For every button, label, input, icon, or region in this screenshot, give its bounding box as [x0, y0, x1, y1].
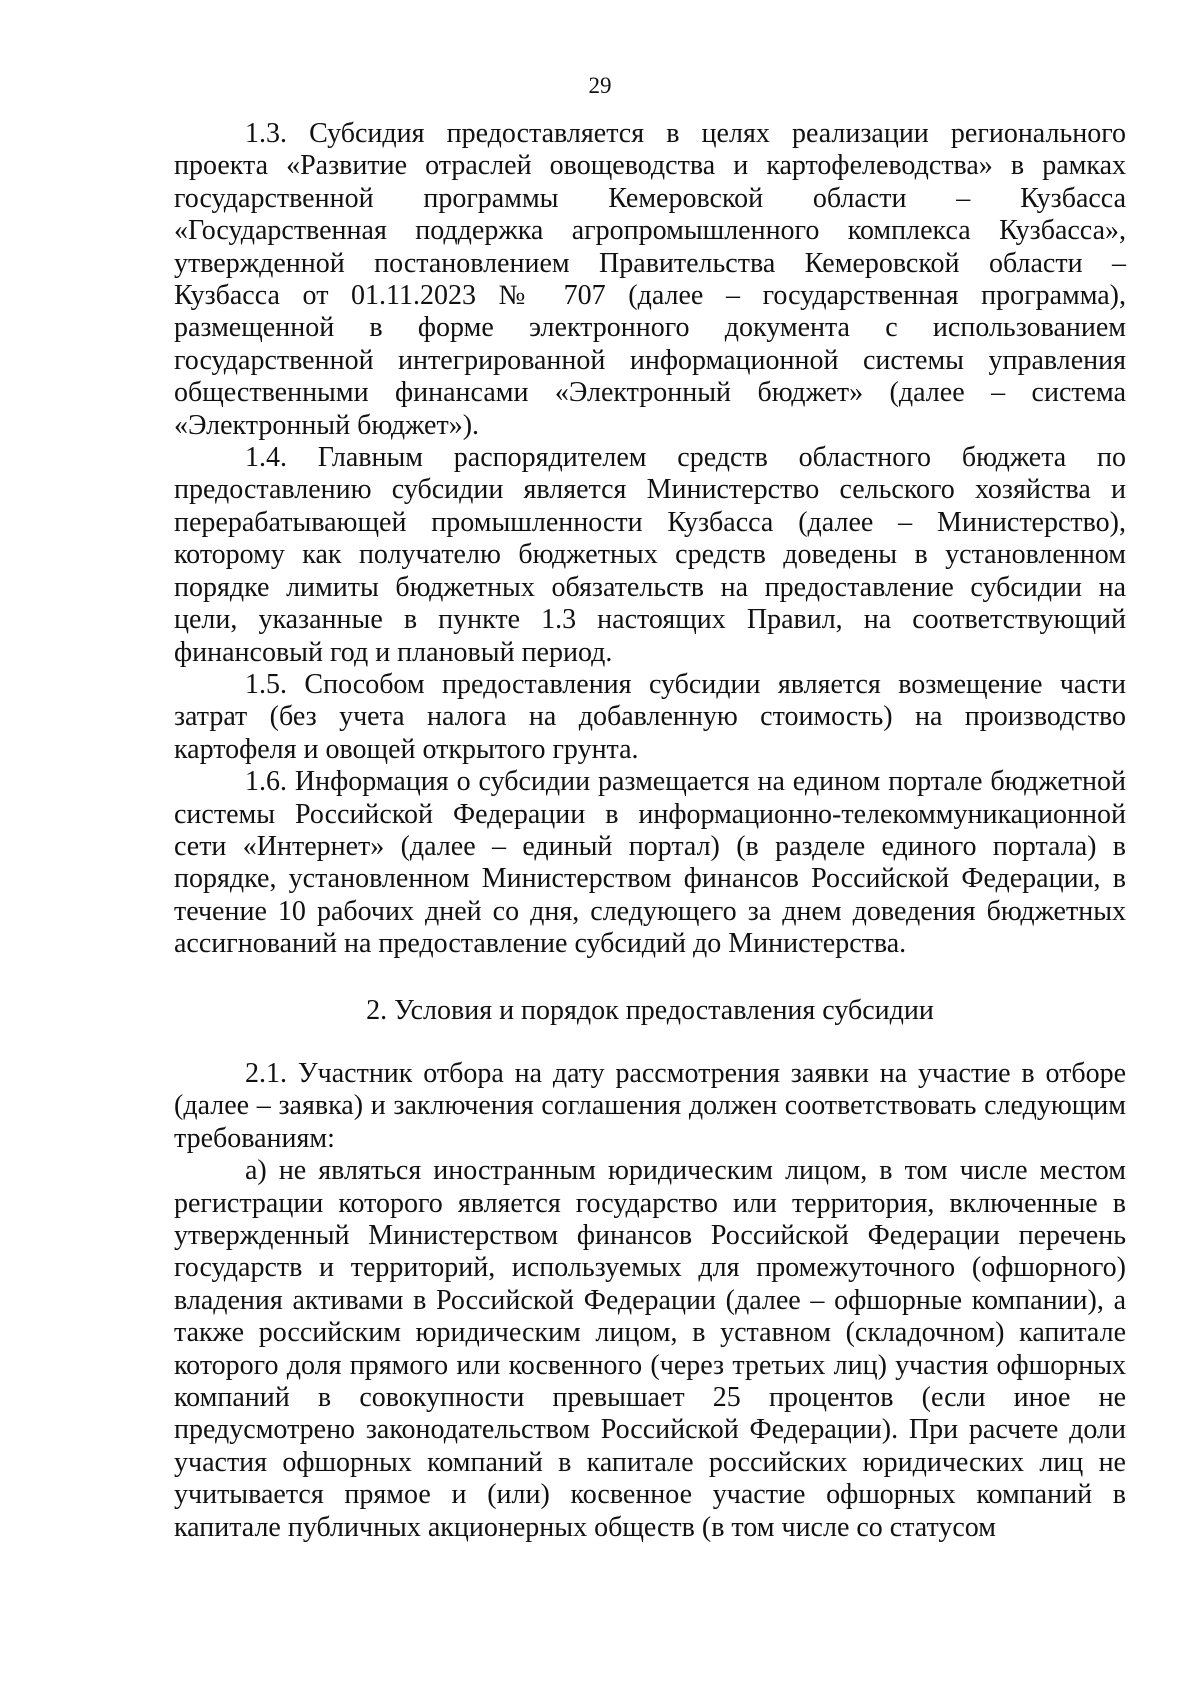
paragraph-1-3: 1.3. Субсидия предоставляется в целях реализации регионального проекта «Развитие отраслей овощеводства и картофелеводства» в рамках государственной программы Кемеровской области – Кузбасса «Государственная поддержка агропромышленного комплекса Кузбасса», утвержденной постановлением Правительства Кемеровской области – Кузбасса от 01.11.2023 № 707 (далее – государственная программа), размещенной в форме электронного документа с использованием государственной интегрированной информационной системы управления общественными финансами «Электронный бюджет» (далее – система «Электронный бюджет»). — [174, 118, 1126, 441]
paragraph-1-4: 1.4. Главным распорядителем средств областного бюджета по предоставлению субсидии является Министерство сельского хозяйства и перерабатывающей промышленности Кузбасса (далее – Министерство), которому как получателю бюджетных средств доведены в установленном порядке лимиты бюджетных обязательств на предоставление субсидии на цели, указанные в пункте 1.3 настоящих Правил, на соответствующий финансовый год и плановый период. — [174, 442, 1126, 668]
paragraph-1-6: 1.6. Информация о субсидии размещается на едином портале бюджетной системы Российской Федерации в информационно-телекоммуникационной сети «Интернет» (далее – единый портал) (в разделе единого портала) в порядке, установленном Министерством финансов Российской Федерации, в течение 10 рабочих дней со дня, следующего за днем доведения бюджетных ассигнований на предоставление субсидий до Министерства. — [174, 766, 1126, 960]
page-number: 29 — [588, 73, 612, 98]
paragraph-1-5: 1.5. Способом предоставления субсидии является возмещение части затрат (без учета налога на добавленную стоимость) на производство картофеля и овощей открытого грунта. — [174, 668, 1126, 765]
document-body — [174, 118, 1126, 1544]
paragraph-2-1-a: а) не являться иностранным юридическим лицом, в том числе местом регистрации которого является государство или территория, включенные в утвержденный Министерством финансов Российской Федерации перечень государств и территорий, используемых для промежуточного (офшорного) владения активами в Российской Федерации (далее – офшорные компании), а также российским юридическим лицом, в уставном (складочном) капитале которого доля прямого или косвенного (через третьих лиц) участия офшорных компаний в совокупности превышает 25 процентов (если иное не предусмотрено законодательством Российской Федерации). При расчете доли участия офшорных компаний в капитале российских юридических лиц не учитывается прямое и (или) косвенное участие офшорных компаний в капитале публичных акционерных обществ (в том числе со статусом — [174, 1155, 1126, 1543]
section-2-heading: 2. Условия и порядок предоставления субсидии — [366, 994, 934, 1026]
paragraph-2-1: 2.1. Участник отбора на дату рассмотрения заявки на участие в отборе (далее – заявка) и заключения соглашения должен соответствовать следующим требованиям: — [174, 1057, 1126, 1154]
